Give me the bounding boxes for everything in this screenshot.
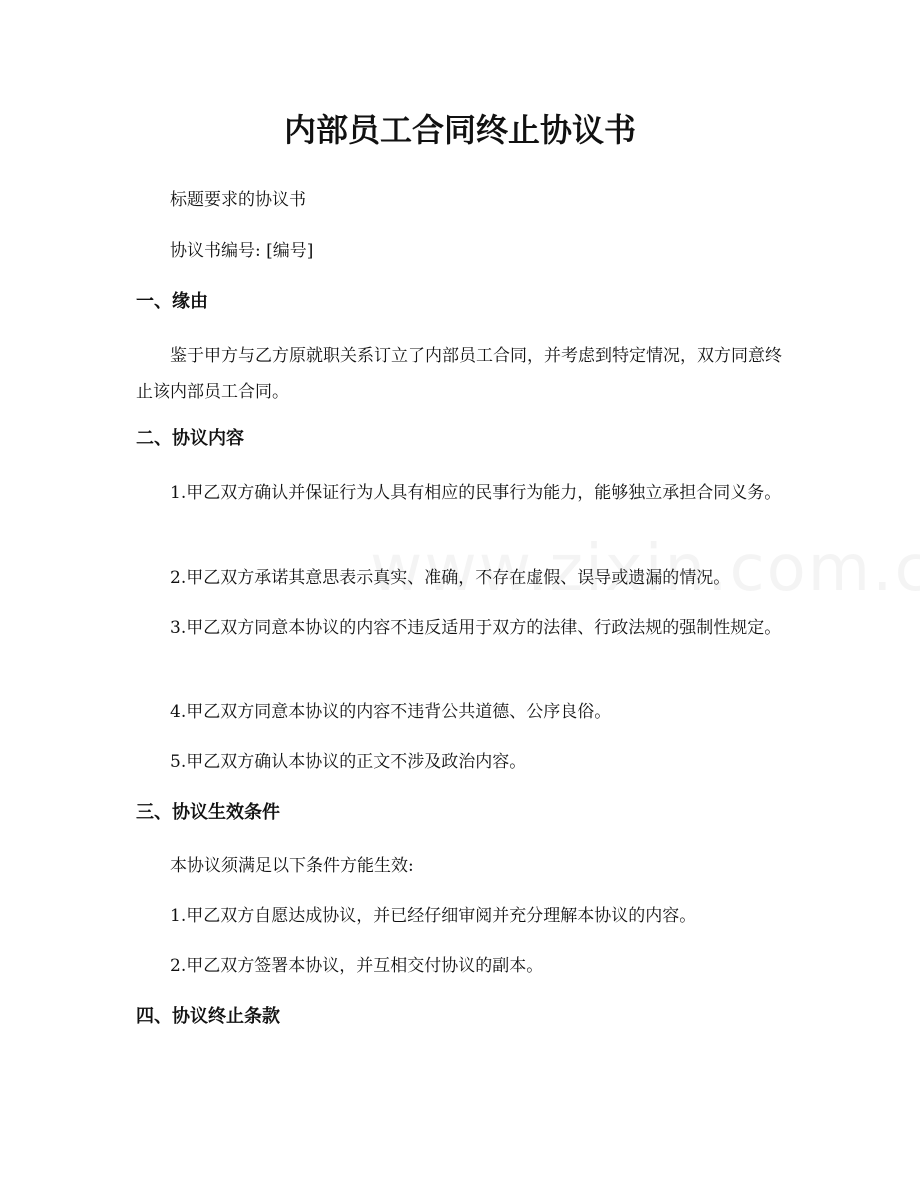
clause-item: 3.甲乙双方同意本协议的内容不违反适用于双方的法律、行政法规的强制性规定。 xyxy=(170,618,782,638)
section-heading-reason: 一、缘由 xyxy=(136,291,208,312)
document-title: 内部员工合同终止协议书 xyxy=(283,111,636,149)
section-paragraph: 鉴于甲方与乙方原就职关系订立了内部员工合同，并考虑到特定情况，双方同意终止该内部员工合同。 xyxy=(136,346,782,402)
clause-item: 2.甲乙双方签署本协议，并互相交付协议的副本。 xyxy=(170,956,544,976)
clause-item: 1.甲乙双方自愿达成协议，并已经仔细审阅并充分理解本协议的内容。 xyxy=(170,906,697,926)
clause-item: 2.甲乙双方承诺其意思表示真实、准确，不存在虚假、误导或遗漏的情况。 xyxy=(170,568,731,588)
clause-item: 5.甲乙双方确认本协议的正文不涉及政治内容。 xyxy=(170,752,527,772)
clause-item: 4.甲乙双方同意本协议的内容不违背公共道德、公序良俗。 xyxy=(170,702,612,722)
section-heading-effect-conditions: 三、协议生效条件 xyxy=(136,802,280,823)
clause-item: 1.甲乙双方确认并保证行为人具有相应的民事行为能力，能够独立承担合同义务。 xyxy=(170,483,782,503)
section-heading-content: 二、协议内容 xyxy=(136,428,244,449)
agreement-number: 协议书编号: [编号] xyxy=(170,241,314,261)
section-paragraph: 本协议须满足以下条件方能生效: xyxy=(170,856,414,876)
section-heading-termination: 四、协议终止条款 xyxy=(136,1006,280,1027)
document-subtitle: 标题要求的协议书 xyxy=(170,190,306,210)
